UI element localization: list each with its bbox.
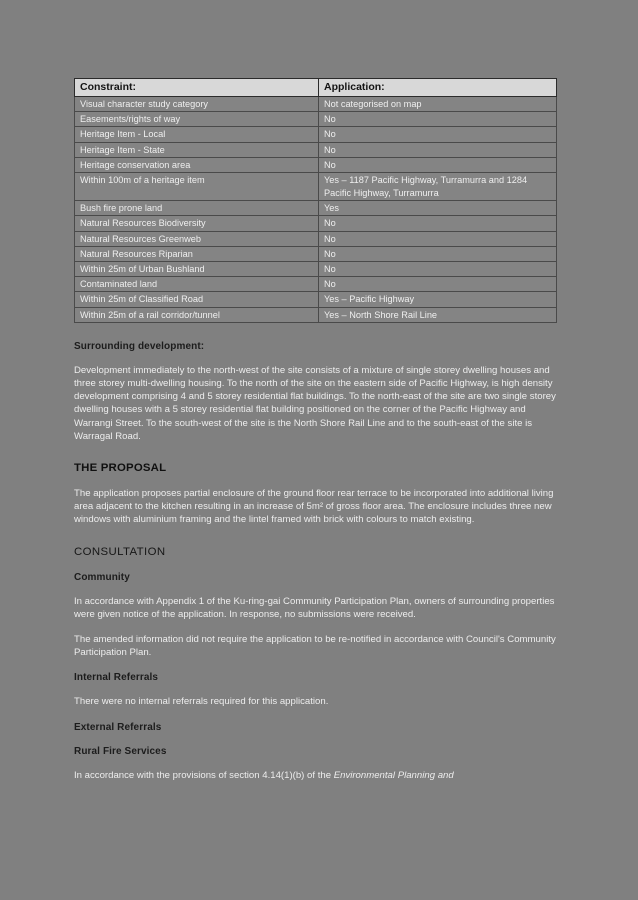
table-row xyxy=(75,142,557,157)
cell-application: Yes – 1187 Pacific Highway, Turramurra and 1284 Pacific Highway, Turramurra xyxy=(319,173,557,201)
table-row xyxy=(75,127,557,142)
cell-application: Yes – Pacific Highway xyxy=(319,292,557,307)
table-row xyxy=(75,97,557,112)
internal-referrals-heading: Internal Referrals xyxy=(74,672,159,684)
cell-application: Yes xyxy=(319,201,557,216)
table-row xyxy=(75,246,557,261)
table-body xyxy=(75,97,557,323)
table-header-row xyxy=(75,79,557,97)
community-paragraph-2: The amended information did not require the application to be re-notified in accordance with Council's Community Participation Plan. xyxy=(74,634,556,659)
cell-constraint: Natural Resources Riparian xyxy=(75,246,319,261)
proposal-heading: THE PROPOSAL xyxy=(74,462,167,475)
proposal-section xyxy=(74,461,560,527)
rural-fire-services-paragraph xyxy=(74,769,556,782)
community-paragraph-1: In accordance with Appendix 1 of the Ku-ring-gai Community Participation Plan, owners of surrounding properties were given notice of the application. In response, no submissions were received. xyxy=(74,595,555,620)
cell-constraint: Natural Resources Biodiversity xyxy=(75,216,319,231)
table-row xyxy=(75,201,557,216)
cell-constraint: Within 25m of Urban Bushland xyxy=(75,262,319,277)
table-row xyxy=(75,173,557,201)
cell-application: No xyxy=(319,277,557,292)
rfs-paragraph-italic-act-name: Environmental Planning and xyxy=(333,769,454,781)
cell-application: No xyxy=(319,262,557,277)
table-row xyxy=(75,262,557,277)
internal-referrals-paragraph: There were no internal referrals required for this application. xyxy=(74,696,329,708)
consultation-heading: CONSULTATION xyxy=(74,545,166,558)
rfs-paragraph-prefix: In accordance with the provisions of section 4.14(1)(b) of the xyxy=(74,769,334,781)
cell-application: No xyxy=(319,142,557,157)
cell-application: No xyxy=(319,127,557,142)
cell-application: No xyxy=(319,216,557,231)
table-row xyxy=(75,157,557,172)
column-header-constraint: Constraint: xyxy=(75,79,319,97)
surrounding-development-paragraph: Development immediately to the north-west of the site consists of a mixture of single storey dwelling houses and three storey multi-dwelling housing. To the north of the site on the eastern side of Pacific Highway, is high density development comprising 4 and 5 storey residential flat buildings. To the north-east of the site are two single storey dwelling houses with a 5 storey residential flat building positioned on the corner of the Pacific Highway and Warrangi Street. To the south-west of the site is the North Shore Rail Line and to the south-east of the site is Warragal Road. xyxy=(74,364,556,442)
rural-fire-services-heading: Rural Fire Services xyxy=(74,745,167,757)
proposal-paragraph: The application proposes partial enclosure of the ground floor rear terrace to be incorporated into additional living area adjacent to the kitchen resulting in an increase of 5m² of gross floor area. The enclosure includes three new windows with aluminium framing and the lintel framed with brick with colours to match existing. xyxy=(74,488,554,526)
column-header-application: Application: xyxy=(319,79,557,97)
cell-constraint: Within 100m of a heritage item xyxy=(75,173,319,201)
consultation-section xyxy=(74,545,560,782)
cell-constraint: Within 25m of Classified Road xyxy=(75,292,319,307)
table-row xyxy=(75,216,557,231)
cell-constraint: Heritage conservation area xyxy=(75,157,319,172)
cell-application: Not categorised on map xyxy=(319,97,557,112)
cell-application: No xyxy=(319,231,557,246)
table-row xyxy=(75,292,557,307)
community-heading: Community xyxy=(74,571,130,583)
surrounding-development-heading: Surrounding development: xyxy=(74,340,205,352)
cell-constraint: Contaminated land xyxy=(75,277,319,292)
external-referrals-heading: External Referrals xyxy=(74,721,162,733)
cell-constraint: Bush fire prone land xyxy=(75,201,319,216)
cell-constraint: Heritage Item - Local xyxy=(75,127,319,142)
table-row xyxy=(75,112,557,127)
cell-constraint: Heritage Item - State xyxy=(75,142,319,157)
site-constraints-table xyxy=(74,78,557,323)
cell-application: No xyxy=(319,246,557,261)
table-row xyxy=(75,277,557,292)
cell-constraint: Easements/rights of way xyxy=(75,112,319,127)
table-row xyxy=(75,231,557,246)
table-row xyxy=(75,307,557,322)
cell-application: No xyxy=(319,112,557,127)
cell-constraint: Within 25m of a rail corridor/tunnel xyxy=(75,307,319,322)
cell-constraint: Natural Resources Greenweb xyxy=(75,231,319,246)
surrounding-development-section xyxy=(74,340,560,443)
cell-application: Yes – North Shore Rail Line xyxy=(319,307,557,322)
cell-constraint: Visual character study category xyxy=(75,97,319,112)
cell-application: No xyxy=(319,157,557,172)
